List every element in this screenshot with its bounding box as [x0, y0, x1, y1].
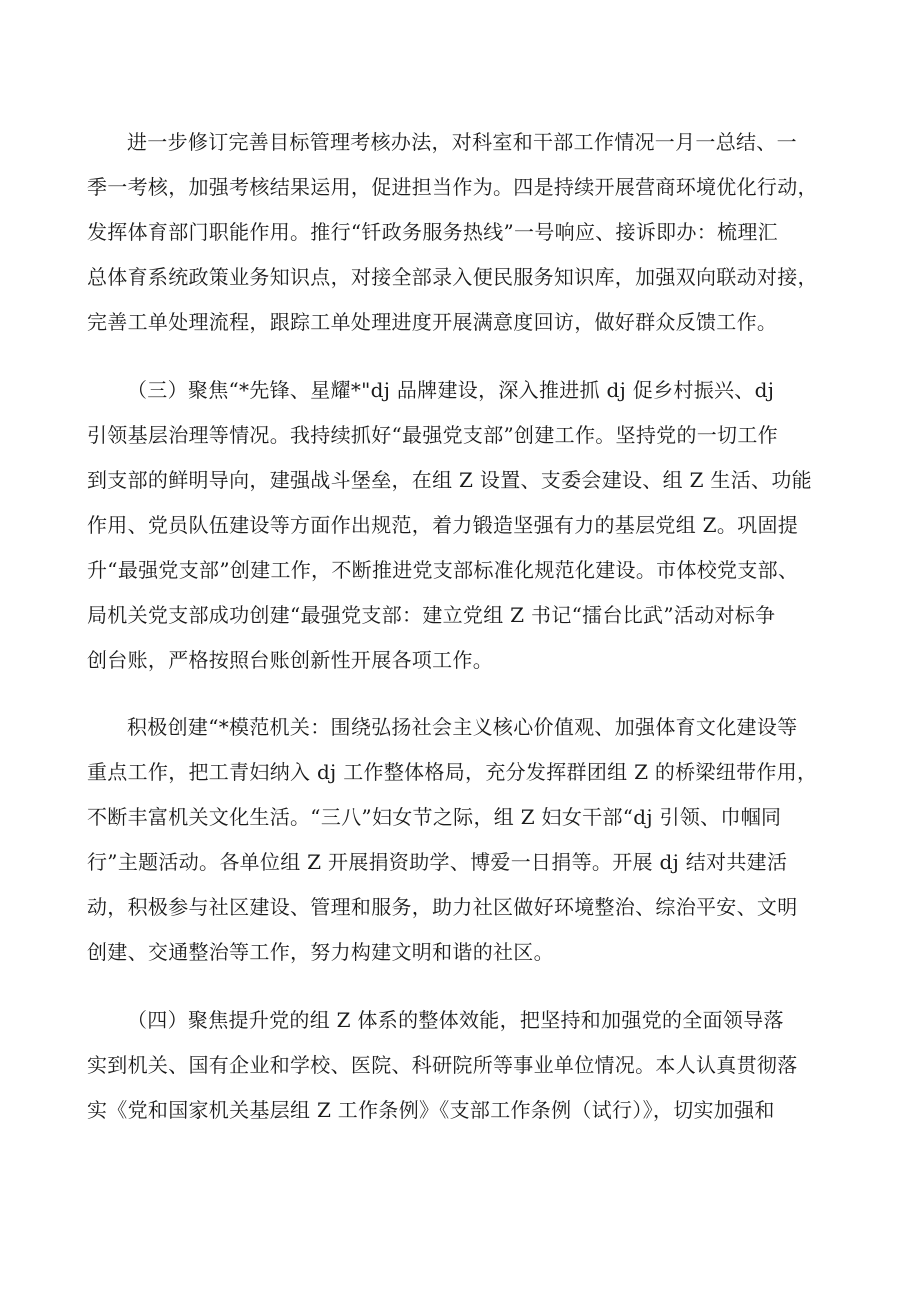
text-line: 局机关党支部成功创建“最强党支部：建立党组 Z 书记“擂台比武”活动对标争: [87, 603, 776, 627]
text-line: 创台账，严格按照台账创新性开展各项工作。: [87, 648, 493, 672]
text-line: 到支部的鲜明导向，建强战斗堡垒，在组 Z 设置、支委会建设、组 Z 生活、功能: [87, 468, 812, 492]
text-line: 行”主题活动。各单位组 Z 开展捐资助学、博爱一日捐等。开展 dj 结对共建活: [87, 850, 788, 874]
text-line: 进一步修订完善目标管理考核办法，对科室和干部工作情况一月一总结、一: [127, 130, 797, 154]
text-line: 动，积极参与社区建设、管理和服务，助力社区做好环境整治、综治平安、文明: [87, 895, 798, 919]
text-line: 积极创建“*模范机关：围绕弘扬社会主义核心价值观、加强体育文化建设等: [127, 715, 798, 739]
text-line: 完善工单处理流程，跟踪工单处理进度开展满意度回访，做好群众反馈工作。: [87, 310, 778, 334]
text-line: 实《党和国家机关基层组 Z 工作条例》《支部工作条例（试行）》，切实加强和: [87, 1098, 775, 1122]
text-line: 重点工作，把工青妇纳入 dj 工作整体格局，充分发挥群团组 Z 的桥梁纽带作用，: [87, 760, 818, 784]
text-line: 升“最强党支部”创建工作，不断推进党支部标准化规范化建设。市体校党支部、: [87, 558, 799, 582]
text-line: 不断丰富机关文化生活。“三八”妇女节之际，组 Z 妇女干部“dj 引领、巾帼同: [87, 805, 782, 829]
text-line: 发挥体育部门职能作用。推行“钎政务服务热线”一号响应、接诉即办：梳理汇: [87, 220, 778, 244]
text-line: 创建、交通整治等工作，努力构建文明和谐的社区。: [87, 940, 554, 964]
text-line: 引领基层治理等情况。我持续抓好“最强党支部”创建工作。坚持党的一切工作: [87, 423, 778, 447]
text-line: 实到机关、国有企业和学校、医院、科研院所等事业单位情况。本人认真贯彻落: [87, 1053, 798, 1077]
text-line: 总体育系统政策业务知识点，对接全部录入便民服务知识库，加强双向联动对接，: [87, 265, 818, 289]
section-heading-4: （四）聚焦提升党的组 Z 体系的整体效能，把坚持和加强党的全面领导落: [127, 1008, 784, 1032]
section-heading-3: （三）聚焦“*先锋、星耀*"dj 品牌建设，深入推进抓 dj 促乡村振兴、dj: [127, 378, 775, 402]
text-line: 作用、党员队伍建设等方面作出规范，着力锻造坚强有力的基层党组 Z。巩固提: [87, 513, 799, 537]
text-line: 季一考核，加强考核结果运用，促进担当作为。四是持续开展营商环境优化行动，: [87, 175, 818, 199]
